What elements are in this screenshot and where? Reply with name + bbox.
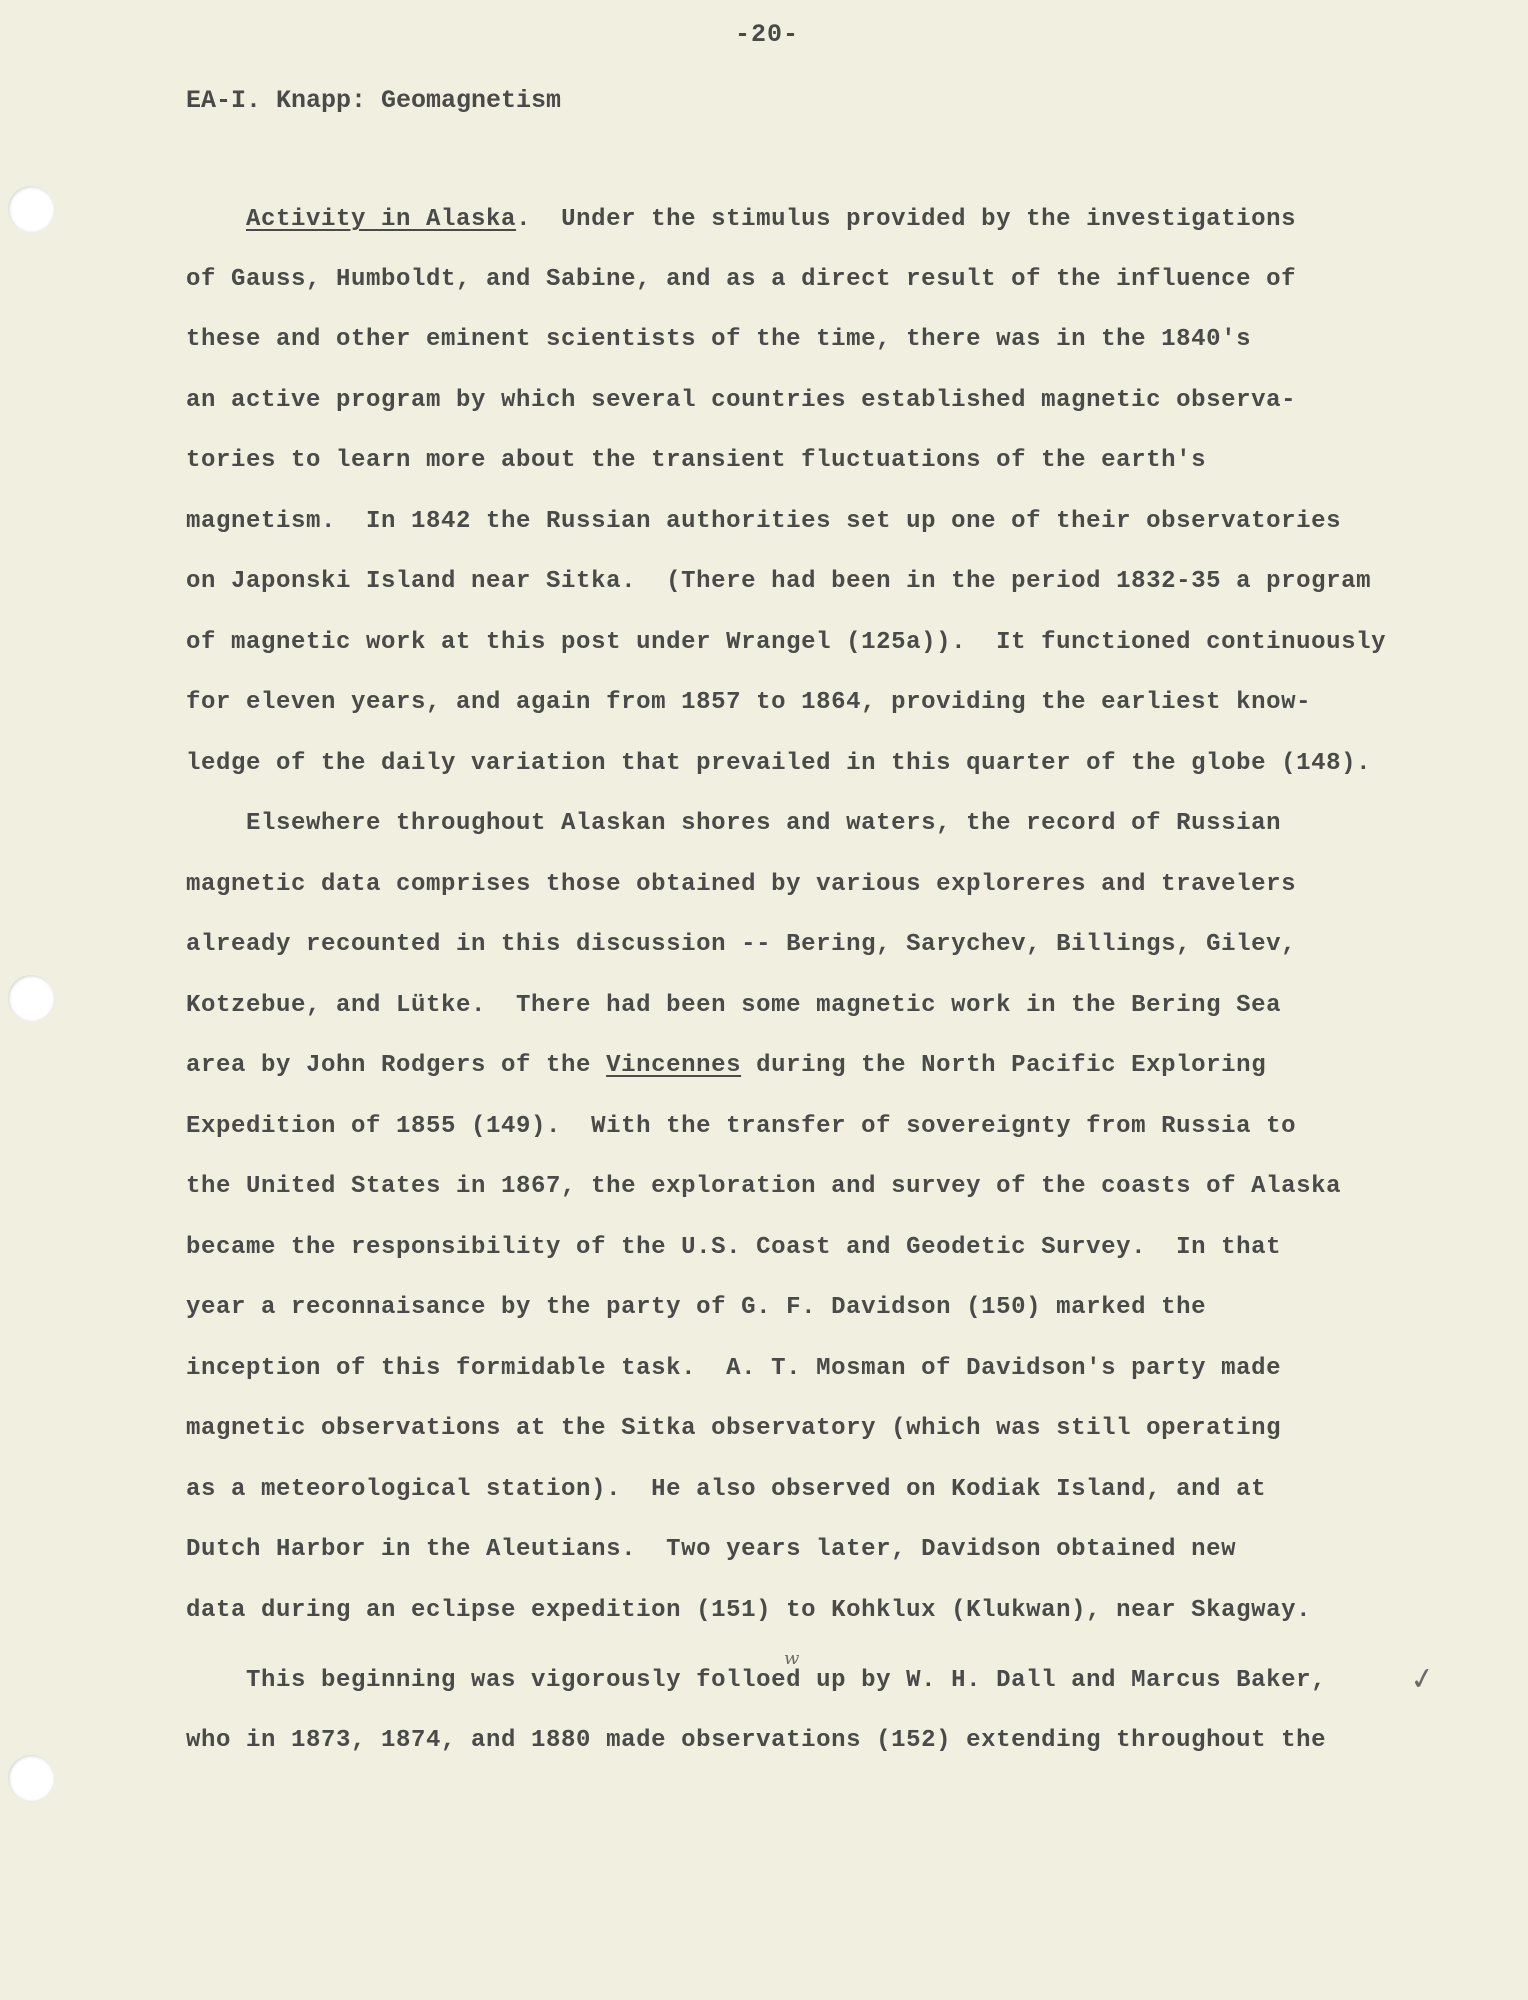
text-line: data during an eclipse expedition (151) to Kohklux (Klukwan), near Skagway. <box>186 1597 1312 1624</box>
punch-hole-top <box>8 186 54 232</box>
ship-line-start: area by John Rodgers of the <box>186 1052 607 1079</box>
text-line: already recounted in this discussion -- Bering, Sarychev, Billings, Gilev, <box>186 931 1297 958</box>
text-line: magnetism. In 1842 the Russian authorities set up one of their observatories <box>186 508 1342 535</box>
text-line: inception of this formidable task. A. T. Mosman of Davidson's party made <box>186 1355 1282 1382</box>
punch-hole-bottom <box>8 1755 54 1801</box>
text-line: tories to learn more about the transient fluctuations of the earth's <box>186 447 1207 474</box>
text-line: for eleven years, and again from 1857 to 1864, providing the earliest know- <box>186 689 1312 716</box>
text-line: who in 1873, 1874, and 1880 made observations (152) extending throughout the <box>186 1727 1327 1754</box>
text-line: the United States in 1867, the exploration and survey of the coasts of Alaska <box>186 1173 1342 1200</box>
page-number: -20- <box>735 20 800 49</box>
text-line: Elsewhere throughout Alaskan shores and waters, the record of Russian <box>186 810 1282 837</box>
text-line: as a meteorological station). He also observed on Kodiak Island, and at <box>186 1476 1267 1503</box>
text-line: became the responsibility of the U.S. Coast and Geodetic Survey. In that <box>186 1234 1282 1261</box>
text-line: Dutch Harbor in the Aleutians. Two years later, Davidson obtained new <box>186 1536 1237 1563</box>
page-heading: EA-I. Knapp: Geomagnetism <box>186 86 562 115</box>
text-line: of magnetic work at this post under Wrangel (125a)). It functioned continuously <box>186 629 1387 656</box>
text-line: Expedition of 1855 (149). With the transfer of sovereignty from Russia to <box>186 1113 1297 1140</box>
text-line: of Gauss, Humboldt, and Sabine, and as a direct result of the influence of <box>186 266 1297 293</box>
text-line: magnetic observations at the Sitka observatory (which was still operating <box>186 1415 1282 1442</box>
ship-name: Vincennes <box>606 1052 742 1079</box>
text-line: an active program by which several countries established magnetic observa- <box>186 387 1297 414</box>
text-line: This beginning was vigorously folloed up by W. H. Dall and Marcus Baker, <box>186 1667 1327 1694</box>
text-line: ledge of the daily variation that prevailed in this quarter of the globe (148). <box>186 750 1372 777</box>
paragraph-1-line-1-text: . Under the stimulus provided by the investigations <box>516 206 1297 233</box>
paragraph-1-line-1 <box>186 206 1296 233</box>
ship-line-end: during the North Pacific Exploring <box>741 1052 1267 1079</box>
punch-hole-middle <box>8 975 54 1021</box>
text-line: on Japonski Island near Sitka. (There had been in the period 1832-35 a program <box>186 568 1372 595</box>
text-line-ship <box>186 1052 1266 1079</box>
text-line: these and other eminent scientists of the time, there was in the 1840's <box>186 326 1252 353</box>
text-line: magnetic data comprises those obtained by various exploreres and travelers <box>186 871 1297 898</box>
check-mark-icon: ✓ <box>1407 1660 1438 1699</box>
text-line: Kotzebue, and Lütke. There had been some magnetic work in the Bering Sea <box>186 992 1282 1019</box>
handwritten-insertion: w <box>784 1648 800 1669</box>
text-line: year a reconnaisance by the party of G. F. Davidson (150) marked the <box>186 1294 1207 1321</box>
section-title: Activity in Alaska <box>246 206 517 233</box>
